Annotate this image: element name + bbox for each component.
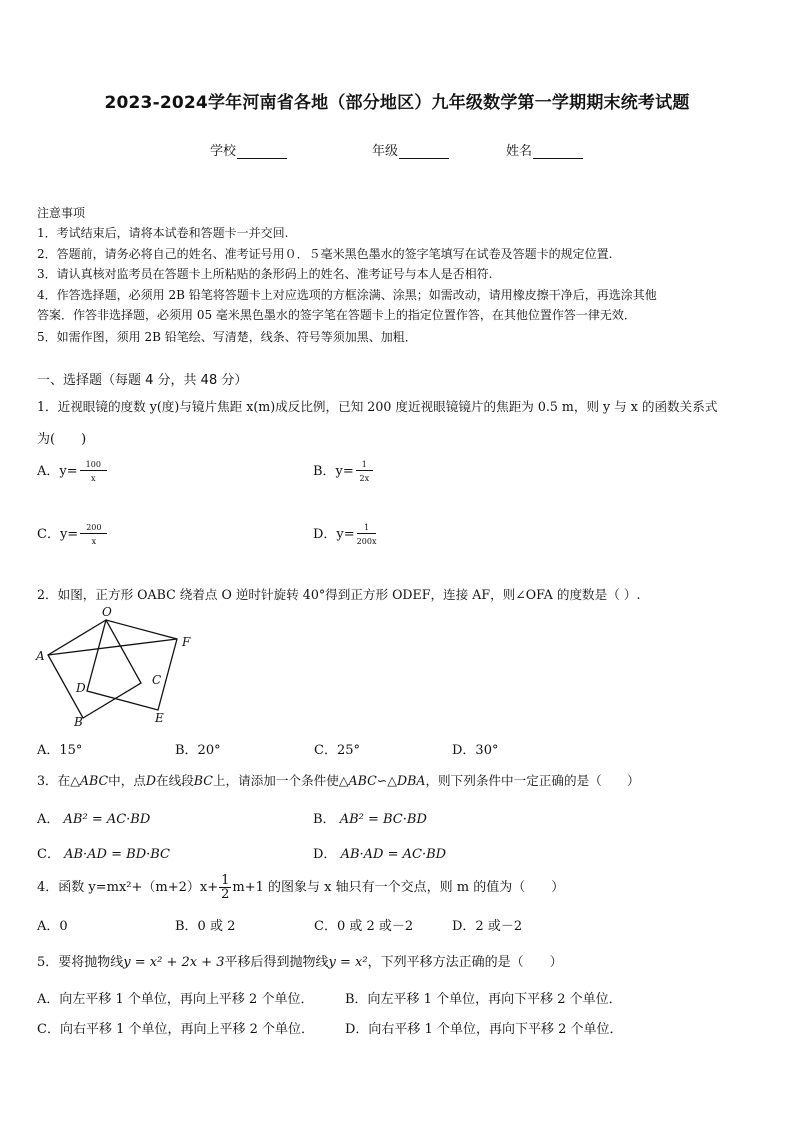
q1-option-c[interactable] bbox=[37, 523, 107, 546]
q1-stem: 1．近视眼镜的度数 y(度)与镜片焦距 x(m)成反比例，已知 200 度近视眼镜镜片的焦距为 0.5 m，则 y 与 x 的函数关系式 bbox=[37, 399, 718, 414]
q1-b-frac: $\frac{1}{2x}$ bbox=[356, 460, 373, 483]
note-item: 1．考试结束后，请将本试卷和答题卡一并交回. bbox=[37, 226, 289, 240]
q3-option-a[interactable]: A． AB² = AC·BD bbox=[37, 812, 151, 827]
label-e: E bbox=[155, 711, 164, 725]
q5-stem: 5．要将抛物线y = x² + 2x + 3平移后得到抛物线y = x²，下列平移方法正确的是（ ） bbox=[37, 955, 563, 970]
q1-a-frac: $\frac{100}{x}$ bbox=[80, 460, 107, 483]
q4-option-c[interactable]: C．0 或 2 或－2 bbox=[314, 919, 414, 934]
note-item: 2．答题前，请务必将自己的姓名、准考证号用０．５毫米黑色墨水的签字笔填写在试卷及答题卡的规定位置. bbox=[37, 247, 613, 261]
square-odef bbox=[87, 620, 177, 710]
name-label: 姓名 bbox=[506, 144, 533, 159]
q3-option-c[interactable]: C． AB·AD = BD·BC bbox=[37, 847, 170, 862]
q3-option-d[interactable]: D． AB·AD = AC·BD bbox=[313, 847, 447, 862]
q1-c-frac: $\frac{200}{x}$ bbox=[80, 523, 107, 546]
q1-d-frac: $\frac{1}{200x}$ bbox=[356, 523, 377, 546]
page-title: 2023-2024学年河南省各地（部分地区）九年级数学第一学期期末统考试题 bbox=[104, 93, 690, 113]
q4-option-d[interactable]: D．2 或－2 bbox=[452, 919, 523, 934]
q4-half-frac: $\frac{1}{2}$ bbox=[221, 873, 230, 902]
q5-option-b[interactable]: B．向左平移 1 个单位，再向下平移 2 个单位． bbox=[345, 992, 622, 1007]
grade-field[interactable] bbox=[372, 140, 449, 159]
q3-option-b[interactable]: B． AB² = BC·BD bbox=[313, 812, 427, 827]
school-label: 学校 bbox=[210, 144, 237, 159]
q4-option-b[interactable]: B．0 或 2 bbox=[175, 919, 236, 934]
q1-b-label: B．y= bbox=[313, 464, 354, 479]
label-a: A bbox=[36, 649, 45, 663]
q1-option-d[interactable] bbox=[313, 523, 376, 546]
q2-option-d[interactable]: D．30° bbox=[452, 743, 499, 758]
q3-stem: 3．在△ABC中，点D在线段BC上，请添加一个条件使△ABC∽△DBA，则下列条件中一定正确的是（ ） bbox=[37, 773, 640, 788]
grade-blank bbox=[399, 146, 449, 159]
section-heading: 一、选择题（每题 4 分，共 48 分） bbox=[37, 373, 248, 388]
school-blank bbox=[237, 146, 287, 159]
name-field[interactable] bbox=[506, 140, 583, 159]
note-item: 4．作答选择题，必须用 2B 铅笔将答题卡上对应选项的方框涂满、涂黑；如需改动，请用橡皮擦干净后，再选涂其他 bbox=[37, 288, 657, 302]
q2-figure bbox=[34, 606, 200, 730]
q1-option-b[interactable] bbox=[313, 460, 373, 483]
segment-af bbox=[48, 639, 177, 655]
label-d: D bbox=[76, 681, 86, 695]
school-field[interactable] bbox=[210, 140, 287, 159]
label-f: F bbox=[182, 635, 191, 649]
note-item: 3．请认真核对监考员在答题卡上所粘贴的条形码上的姓名、准考证号与本人是否相符. bbox=[37, 267, 493, 281]
name-blank bbox=[533, 146, 583, 159]
q5-option-a[interactable]: A．向左平移 1 个单位，再向上平移 2 个单位． bbox=[37, 992, 314, 1007]
q1-d-label: D．y= bbox=[313, 527, 355, 542]
note-item: 答案．作答非选择题，必须用 05 毫米黑色墨水的签字笔在答题卡上的指定位置作答，在其他位置作答一律无效． bbox=[37, 308, 636, 322]
q1-option-a[interactable] bbox=[37, 460, 107, 483]
label-o: O bbox=[102, 606, 112, 619]
note-item: 5．如需作图，须用 2B 铅笔绘、写清楚，线条、符号等须加黑、加粗． bbox=[37, 330, 417, 344]
label-b: B bbox=[74, 715, 83, 729]
q5-option-d[interactable]: D．向右平移 1 个单位，再向下平移 2 个单位． bbox=[345, 1022, 623, 1037]
q2-option-c[interactable]: C．25° bbox=[314, 743, 360, 758]
q2-option-a[interactable]: A．15° bbox=[37, 743, 83, 758]
q1-a-label: A．y= bbox=[37, 464, 78, 479]
square-oabc bbox=[48, 620, 141, 718]
q4-stem: 4．函数 y=mx²+（m+2）x+ $\frac{1}{2}$ m+1 的图象与 x 轴只有一个交点，则 m 的值为（ ） bbox=[37, 873, 565, 902]
q1-stem-2: 为( ) bbox=[37, 432, 87, 447]
q2-stem: 2．如图，正方形 OABC 绕着点 O 逆时针旋转 40°得到正方形 ODEF，连接 AF，则∠OFA 的度数是（ ）. bbox=[37, 587, 641, 602]
notes-heading: 注意事项 bbox=[37, 206, 86, 220]
q2-option-b[interactable]: B．20° bbox=[175, 743, 221, 758]
label-c: C bbox=[152, 673, 162, 687]
grade-label: 年级 bbox=[372, 144, 399, 159]
q5-option-c[interactable]: C．向右平移 1 个单位，再向上平移 2 个单位． bbox=[37, 1022, 315, 1037]
q1-c-label: C．y= bbox=[37, 527, 79, 542]
q4-option-a[interactable]: A．0 bbox=[37, 919, 68, 934]
